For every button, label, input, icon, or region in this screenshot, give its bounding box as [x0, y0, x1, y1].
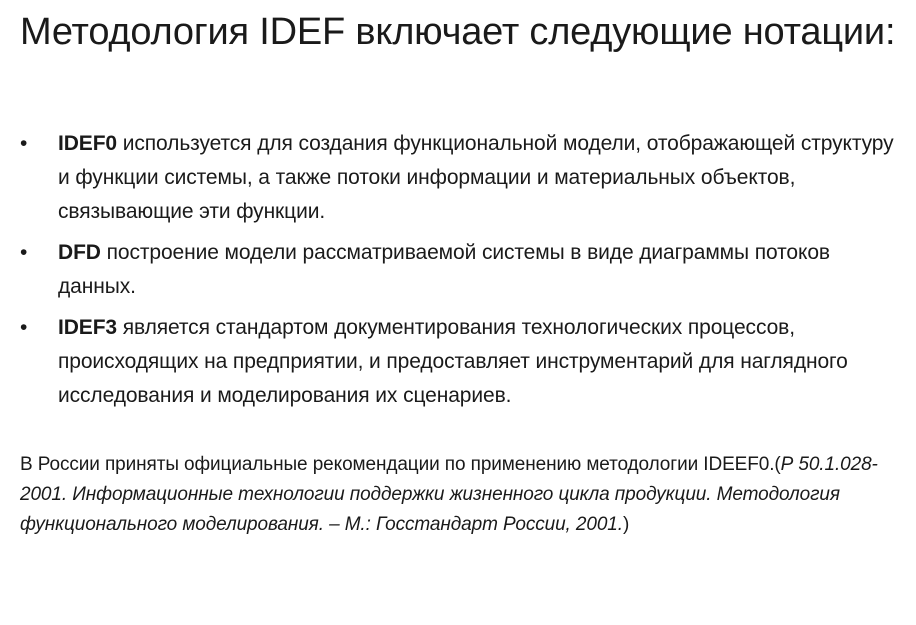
- footnote-lead: В России приняты официальные рекомендации по применению методологии IDEEF0.(: [20, 454, 781, 475]
- bullet-list: [20, 127, 910, 420]
- bullet-term: DFD: [58, 241, 101, 264]
- bullet-text: построение модели рассматриваемой системы в виде диаграммы потоков данных.: [58, 241, 830, 298]
- footnote-tail: ): [622, 514, 630, 535]
- footnote-paragraph: [20, 450, 900, 540]
- bullet-term: IDEF0: [58, 132, 118, 155]
- bullet-marker: •: [20, 241, 28, 264]
- bullet-item-dfd: [20, 236, 910, 304]
- bullet-marker: •: [20, 316, 28, 339]
- bullet-text: используется для создания функциональной модели, отображающей структуру и функции системы, а также потоки информации и материальных объектов, связывающие эти функции.: [58, 132, 894, 223]
- bullet-text: является стандартом документирования технологических процессов, происходящих на предприятии, и предоставляет инструментарий для наглядного исследования и моделирования их сценариев.: [58, 316, 848, 407]
- slide-title: Методология IDEF включает следующие нотации:: [20, 11, 896, 53]
- bullet-item-idef0: [20, 127, 910, 229]
- bullet-term: IDEF3: [58, 316, 118, 339]
- bullet-marker: •: [20, 132, 28, 155]
- bullet-item-idef3: [20, 311, 910, 413]
- footnote-reference: Р 50.1.028-2001. Информационные технологии поддержки жизненного цикла продукции. Методология функционального моделирования. – М.: Госстандарт России, 2001.: [20, 454, 878, 535]
